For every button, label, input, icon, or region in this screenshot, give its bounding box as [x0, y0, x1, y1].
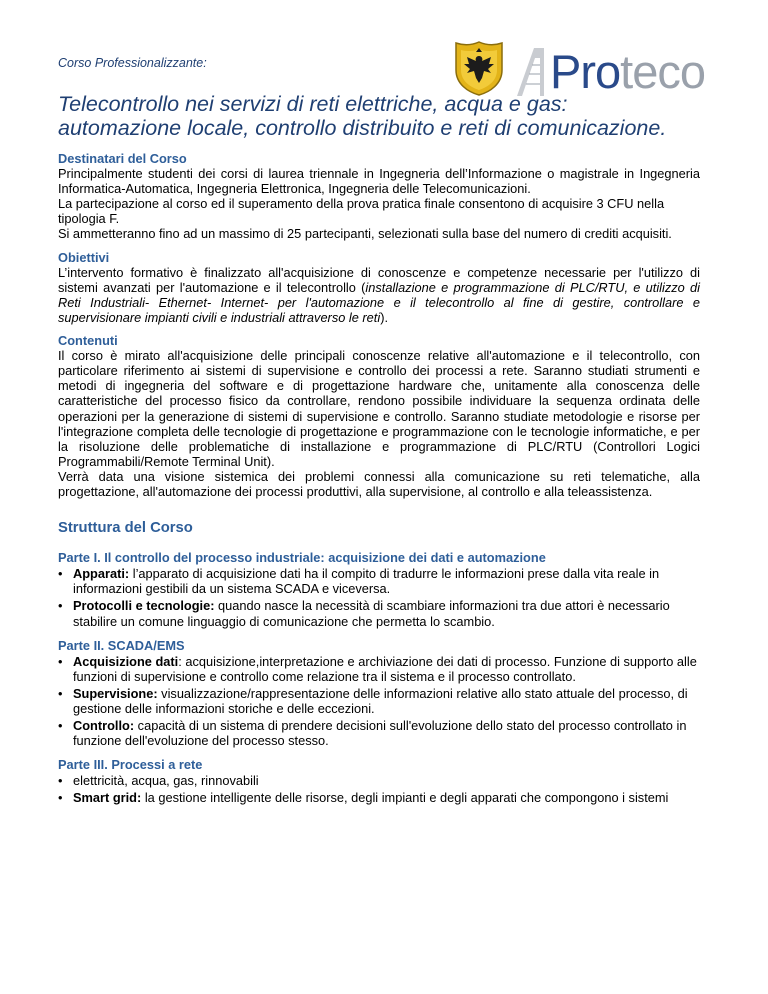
paragraph: Si ammetteranno fino ad un massimo di 25 partecipanti, selezionati sulla base del numero di crediti acquisiti. — [58, 226, 672, 242]
course-title-line1: Telecontrollo nei servizi di reti elettriche, acqua e gas: — [58, 92, 568, 116]
bullet-icon: • — [58, 598, 63, 614]
university-crest-logo — [454, 40, 504, 96]
section-obiettivi — [58, 250, 700, 325]
paragraph: Verrà data una visione sistemica dei problemi connessi alla comunicazione su reti telematiche, alla progettazione, all'automazione dei processi produttivi, alla supervisione, al controllo e alla teleassistenza. — [58, 468, 700, 499]
bullet-icon: • — [58, 718, 63, 734]
struttura-heading: Struttura del Corso — [58, 520, 193, 537]
list-item: • Controllo: capacità di un sistema di prendere decisioni sull'evoluzione dello stato del processo controllato in funzione dell'evoluzione del processo stesso. — [58, 718, 687, 749]
bullet-list — [58, 773, 700, 805]
paragraph: Il corso è mirato all'acquisizione delle principali conoscenze relative all'automazione e il telecontrollo, con particolare riferimento ai sistemi di supervisione e controllo dei processi a rete. Saranno studiati strumenti e metodi di ingegneria del software e di progettazione hardware che, unitamente alla conoscenza delle caratteristiche del processo fisico da controllare, rendono possibile individuare la sequenza ordinata delle operazioni per la generazione di sistemi di supervisione e controllo. Saranno studiate metodologie e risorse per l'integrazione completa delle tecnologie di progettazione e programmazione con le tecnologie informatiche, e per la risoluzione delle problematiche di installazione e programmazione di PLC/RTU (Controllori Logici Programmabili/Remote Terminal Unit). — [58, 348, 700, 469]
paragraph: L’intervento formativo è finalizzato all'acquisizione di conoscenze e competenze necessarie per l'utilizzo di sistemi avanzati per l'automazione e il telecontrollo (installazione e programmazione di PLC/RTU, e utilizzo di Reti Industriali- Ethernet- Internet- per l'automazione e il telecontrollo al fine di gestire, controllare e supervisionare impianti civili e industriali attraverso le reti). — [58, 264, 700, 325]
paragraph: Principalmente studenti dei corsi di laurea triennale in Ingegneria dell’Informazione o magistrale in Ingegneria Informatica-Automatica, Ingegneria Elettronica, Ingegneria delle Telecomunicazioni. — [58, 166, 700, 197]
bullet-icon: • — [58, 566, 63, 582]
course-title — [58, 92, 738, 140]
part-1 — [58, 550, 700, 628]
proteco-wordmark: Proteco — [550, 45, 705, 98]
bullet-icon: • — [58, 790, 63, 806]
course-type-label: Corso Professionalizzante: — [58, 56, 207, 70]
section-heading: Obiettivi — [58, 249, 110, 265]
part-heading: Parte II. SCADA/EMS — [58, 637, 185, 653]
part-heading: Parte III. Processi a rete — [58, 757, 203, 773]
list-item: • Smart grid: la gestione intelligente delle risorse, degli impianti e degli apparati che compongono i sistemi — [58, 790, 669, 806]
paragraph: La partecipazione al corso ed il superamento della prova pratica finale consentono di acquisire 3 CFU nella tipologia F. — [58, 196, 665, 227]
document-body — [58, 151, 700, 815]
course-title-line2: automazione locale, controllo distribuito e reti di comunicazione. — [58, 116, 667, 140]
list-item: • elettricità, acqua, gas, rinnovabili — [58, 773, 259, 789]
list-item: • Protocolli e tecnologie: quando nasce la necessità di scambiare informazioni tra due attori è necessario stabilire un comune linguaggio di comunicazione che permetta lo scambio. — [58, 598, 670, 629]
list-item: • Supervisione: visualizzazione/rappresentazione delle informazioni relative allo stato attuale del processo, di gestione delle informazioni storiche e delle eccezioni. — [58, 685, 688, 716]
list-item: • Apparati: l’apparato di acquisizione dati ha il compito di tradurre le informazioni prese dalla vita reale in informazioni gestibili da un sistema SCADA e viceversa. — [58, 566, 660, 597]
bullet-list — [58, 566, 700, 628]
section-heading: Destinatari del Corso — [58, 151, 187, 166]
bullet-list — [58, 654, 700, 749]
bullet-icon: • — [58, 773, 63, 789]
bullet-icon: • — [58, 685, 63, 701]
header-logos — [454, 40, 705, 100]
proteco-mark-icon — [514, 46, 548, 98]
part-3 — [58, 757, 700, 805]
bullet-icon: • — [58, 653, 63, 669]
part-heading: Parte I. Il controllo del processo industriale: acquisizione dei dati e automazione — [58, 550, 546, 566]
section-heading: Contenuti — [58, 333, 118, 349]
list-item: • Acquisizione dati: acquisizione,interpretazione e archiviazione dei dati di processo. Funzione di supporto alle funzioni di supervisione e controllo come relazione tra il sistema e il processo controllato. — [58, 653, 697, 684]
section-destinatari — [58, 151, 700, 242]
section-contenuti — [58, 333, 700, 499]
part-2 — [58, 638, 700, 749]
